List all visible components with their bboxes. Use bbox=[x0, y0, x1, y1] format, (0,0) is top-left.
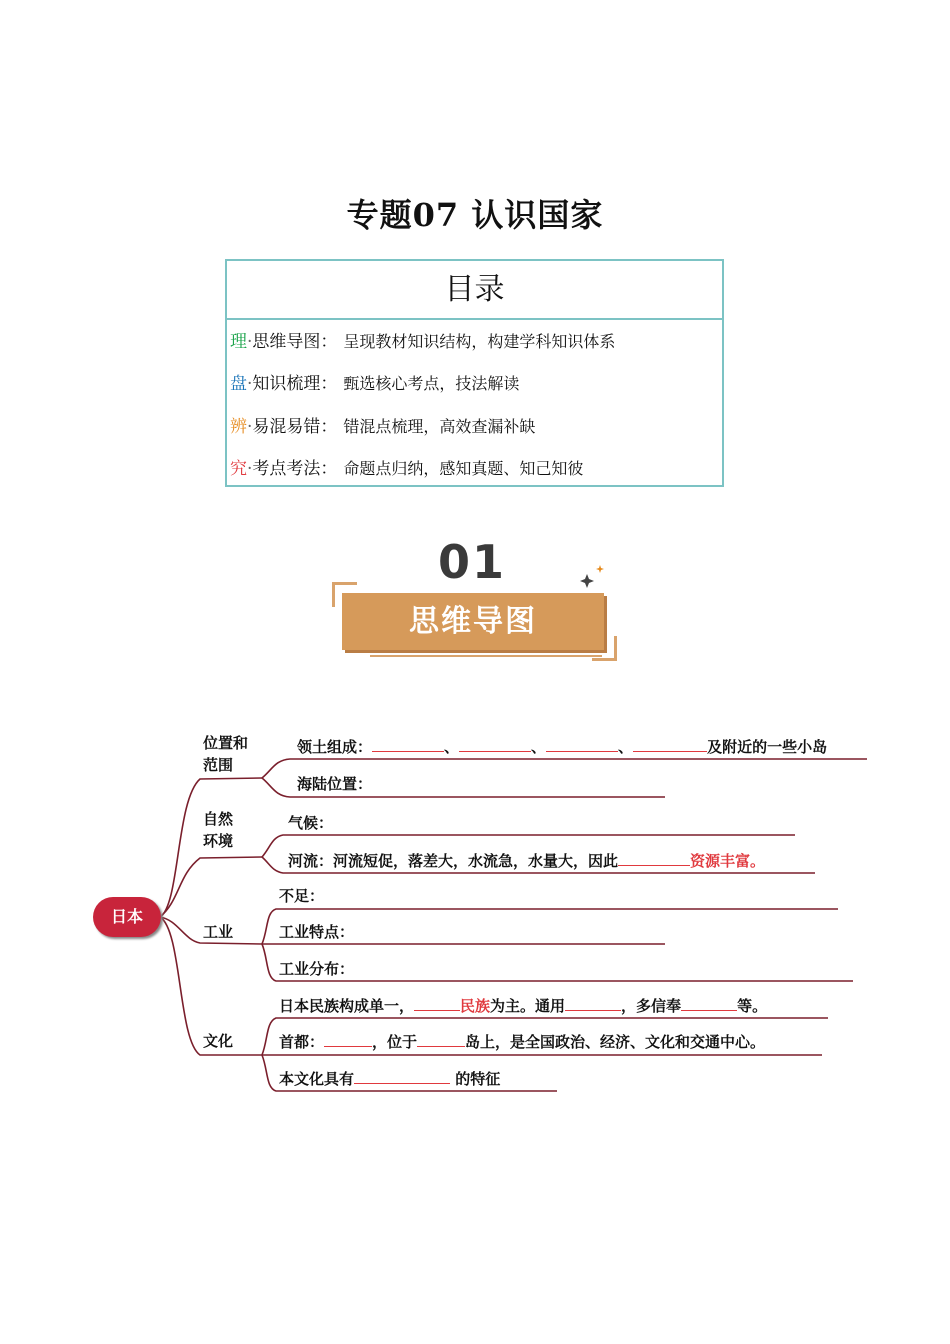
page-title: 专题07 认识国家 bbox=[346, 196, 604, 234]
category-nature-2: 环境 bbox=[203, 832, 234, 850]
toc-row-knowledge: 盘·知识梳理： 甄选核心考点，技法解读 bbox=[230, 374, 520, 394]
category-culture: 文化 bbox=[203, 1032, 234, 1050]
section-number: 01 bbox=[438, 535, 507, 589]
toc-row-exam: 究·考点考法： 命题点归纳，感知真题、知己知彼 bbox=[230, 459, 584, 479]
toc-row-mindmap: 理·思维导图： 呈现教材知识结构，构建学科知识体系 bbox=[230, 332, 616, 352]
river-line: 河流：河流短促，落差大，水流急，水量大，因此 资源丰富。 bbox=[288, 852, 766, 870]
territory-line: 领土组成： 、 、 、 及附近的一些小岛 bbox=[297, 738, 828, 756]
ethnic-line: 日本民族构成单一， 民族为主。通用 ，多信奉 等。 bbox=[279, 997, 768, 1015]
industry-features-line: 工业特点： bbox=[279, 923, 355, 941]
sea-land-position: 海陆位置： bbox=[297, 775, 373, 793]
category-industry: 工业 bbox=[203, 923, 234, 941]
toc-row-mistakes: 辨·易混易错： 错混点梳理，高效查漏补缺 bbox=[230, 417, 536, 437]
capital-line: 首都： ，位于 岛上，是全国政治、经济、文化和交通中心。 bbox=[279, 1033, 766, 1051]
category-nature-1: 自然 bbox=[203, 810, 234, 828]
climate-line: 气候： bbox=[288, 814, 334, 832]
category-location-1: 位置和 bbox=[203, 734, 249, 752]
culture-feature-line: 本文化具有 的特征 bbox=[279, 1070, 501, 1088]
industry-distribution-line: 工业分布： bbox=[279, 960, 355, 978]
category-location-2: 范围 bbox=[203, 756, 234, 774]
section-label: 思维导图 bbox=[409, 604, 537, 639]
shortage-line: 不足： bbox=[279, 887, 325, 905]
mindmap-root-japan: 日本 bbox=[93, 897, 161, 937]
toc-heading: 目录 bbox=[227, 261, 722, 320]
